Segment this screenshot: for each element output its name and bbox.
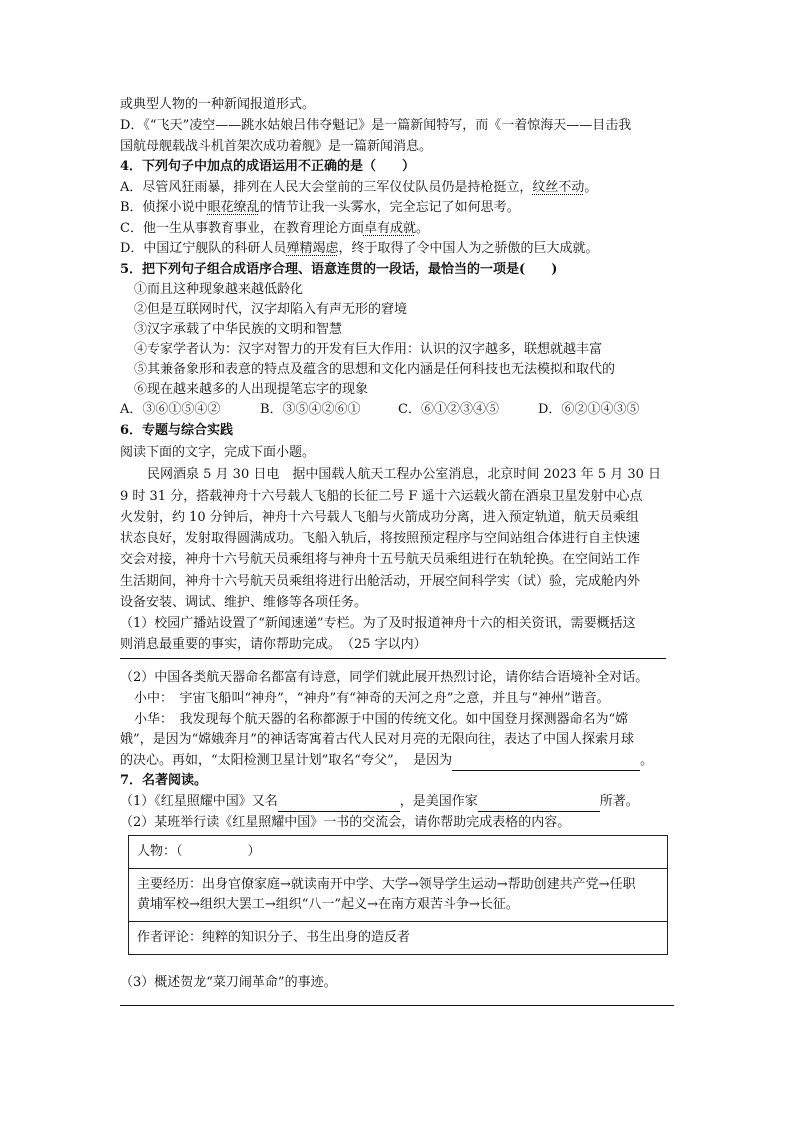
sentence-3: ③汉字承载了中华民族的文明和智慧: [134, 322, 343, 337]
q7-part-3: （3）概述贺龙“菜刀闹革命”的事迹。: [120, 975, 337, 990]
question-7-title: 7．名著阅读。: [120, 773, 208, 788]
line-1: 或典型人物的一种新闻报道形式。: [120, 97, 316, 112]
q4-option-c: [120, 219, 429, 239]
q4b-text: B．侦探小说中: [120, 200, 208, 215]
q4c-end: 。: [415, 221, 429, 236]
subquestion-1-line-2: 则消息最重要的事实，请你帮助完成。 （25 字以内）: [120, 637, 427, 652]
dialogue-end: 。: [640, 753, 654, 768]
question-5-title: 5．把下列句子组合成语序合理、语意连贯的一段话，最恰当的一项是( ): [120, 262, 558, 277]
q4a-text: A．尽管风狂雨暴，排列在人民大会堂前的三军仪仗队员仍是持枪挺立，: [120, 180, 533, 195]
news-line-1: 民网酒泉 5 月 30 日电 据中国载人航天工程办公室消息，北京时间 2023 年 5 月 30 日: [147, 467, 662, 482]
line-2: D．《“飞天”凌空——跳水姑娘吕伟夺魁记》是一篇新闻特写，而《一着惊海天——目击我: [120, 118, 632, 133]
q4-option-d: [120, 239, 598, 259]
q5-option-b: B．③⑤④②⑥①: [260, 402, 361, 417]
q4-option-b: [120, 198, 520, 218]
q4b-idiom: 眼花缭乱: [207, 200, 260, 215]
q4a-end: 。: [584, 180, 598, 195]
q7-1-text-a: （1）《红星照耀中国》又名: [120, 794, 278, 809]
q5-option-c: C．⑥①②③④⑤: [398, 402, 499, 417]
answer-line-1[interactable]: [120, 658, 666, 659]
q4c-idiom: 卓有成就: [363, 221, 416, 236]
sentence-4: ④专家学者认为：汉字对智力的开发有巨大作用：认识的汉字越多，联想就越丰富: [134, 342, 603, 357]
line-3: 国航母舰载战斗机首架次成功着舰》是一篇新闻消息。: [120, 139, 433, 154]
sentence-1: ①而且这种现象越来越低龄化: [134, 282, 304, 297]
q7-1-text-b: ，是美国作家: [399, 794, 478, 809]
news-line-2: 9 时 31 分，搭载神舟十六号载人飞船的长征二号 F 遥十六运载火箭在酒泉卫星发射中心点: [120, 489, 643, 504]
table-row-person: [129, 836, 667, 869]
q4b-end: 的情节让我一头雾水，完全忘记了如何思考。: [259, 200, 520, 215]
dialogue-xiaohua-3: [120, 751, 653, 771]
q4c-text: C．他一生从事教育事业，在教育理论方面: [120, 221, 364, 236]
sentence-6: ⑥现在越来越多的人出现提笔忘字的现象: [134, 382, 369, 397]
answer-line-2[interactable]: [120, 1005, 674, 1006]
experience-line-2: 黄埔军校→组织大罢工→组织“八一”起义→在南方艰苦斗争→长征。: [137, 897, 519, 912]
q4d-text: D．中国辽宁舰队的科研人员: [120, 241, 287, 256]
subquestion-2-line-1: （2）中国各类航天器命名都富有诗意，同学们就此展开热烈讨论，请你结合语境补全对话。: [120, 670, 649, 685]
q5-option-d: D．⑥②①④③⑤: [538, 402, 640, 417]
sentence-5: ⑤其兼备象形和表意的特点及蕴含的思想和文化内涵是任何科技也无法模拟和取代的: [134, 362, 616, 377]
answer-blank-kuafu[interactable]: [452, 756, 640, 771]
q7-part-2: （2）某班举行读《红星照耀中国》一书的交流会，请你帮助完成表格的内容。: [120, 815, 571, 830]
answer-blank-alt-title[interactable]: [278, 797, 400, 812]
q7-1-text-c: 所著。: [599, 794, 639, 809]
q7-part-1: [120, 792, 639, 812]
reading-table: [128, 835, 668, 955]
sentence-2: ②但是互联网时代，汉字却陷入有声无形的窘境: [134, 302, 408, 317]
question-4-title: 4．下列句子中加点的成语运用不正确的是（ ）: [120, 159, 416, 174]
dialogue-xiaohua-3-text: 的决心。再如，“太阳检测卫星计划”取名“夸父”， 是因为: [120, 753, 453, 768]
q4d-end: ，终于取得了令中国人为之骄傲的巨大成就。: [338, 241, 599, 256]
question-6-title: 6．专题与综合实践: [120, 423, 234, 438]
q4-option-a: [120, 178, 597, 198]
news-line-7: 设备安装、调试、维护、维修等各项任务。: [120, 595, 368, 610]
subquestion-1-line-1: （1）校园广播站设置了“新闻速递”专栏。为了及时报道神舟十六的相关资讯，需要概括这: [120, 616, 636, 631]
answer-blank-author[interactable]: [478, 797, 600, 812]
news-line-6: 生活期间，神舟十六号航天员乘组将进行出舱活动，开展空间科学实（试）验，完成舱内外: [120, 574, 641, 589]
news-line-4: 状态良好，发射取得圆满成功。飞船入轨后，将按照预定程序与空间站组合体进行自主快速: [120, 531, 641, 546]
dialogue-xiaohua-1: 小华： 我发现每个航天器的名称都源于中国的传统文化。如中国登月探测器命名为“嫦: [134, 712, 629, 727]
experience-line-1: 主要经历：出身官僚家庭→就读南开中学、大学→领导学生运动→帮助创建共产党→任职: [137, 877, 636, 892]
person-label: 人物：（ ）: [137, 844, 261, 859]
news-line-5: 交会对接，神舟十六号航天员乘组将与神舟十五号航天员乘组进行在轨轮换。在空间站工作: [120, 552, 641, 567]
q4d-idiom: 殚精竭虑: [286, 241, 339, 256]
dialogue-xiaohua-2: 娥”，是因为“嫦娥奔月”的神话寄寓着古代人民对月亮的无限向往，表达了中国人探索月球: [120, 732, 634, 747]
table-row-experience: [129, 869, 667, 922]
q5-option-a: A．③⑥①⑤④②: [120, 402, 221, 417]
news-line-3: 火发射，约 10 分钟后，神舟十六号载人飞船与火箭成功分离，进入预定轨道，航天员乘组: [120, 510, 639, 525]
table-row-comment: [129, 922, 667, 954]
q4a-idiom: 纹丝不动: [532, 180, 585, 195]
dialogue-xiaozhong: 小中： 宇宙飞船叫“神舟”，“神舟”有“神奇的天河之舟”之意，并且与“神州”谐音。: [134, 691, 610, 706]
author-comment: 作者评论：纯粹的知识分子、书生出身的造反者: [137, 930, 411, 945]
reading-intro: 阅读下面的文字，完成下面小题。: [120, 445, 316, 460]
